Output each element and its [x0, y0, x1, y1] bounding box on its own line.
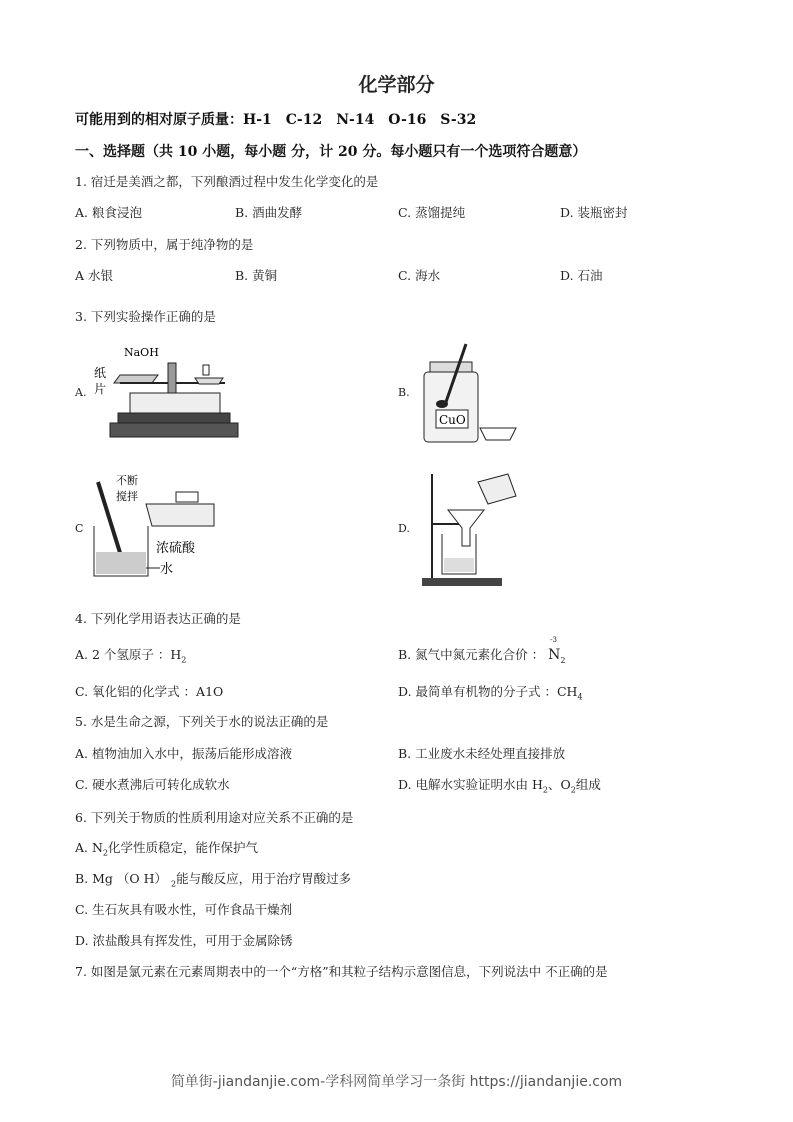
page-title: 化学部分 [358, 74, 435, 96]
q2-stem: 2. 下列物质中，属于纯净物的是 [75, 237, 254, 252]
q1-option-c: C. 蒸馏提纯 [398, 205, 466, 220]
q6-b-text: B. Mg （O H） [75, 871, 172, 886]
q6-option-c: C. 生石灰具有吸水性，可作食品干燥剂 [75, 902, 293, 917]
q1-option-d: D. 装瓶密封 [560, 205, 628, 220]
dilution-figure [90, 472, 250, 584]
stir-label-2: 搅拌 [116, 490, 138, 503]
q6-option-d: D. 浓盐酸具有挥发性，可用于金属除锈 [75, 933, 293, 948]
q4-option-a [75, 645, 186, 665]
q1-stem: 1. 宿迁是美酒之都，下列酿酒过程中发生化学变化的是 [75, 174, 379, 189]
q4-b-sub: 2 [560, 655, 566, 665]
q5-d-text: D. 电解水实验证明水由 H [398, 777, 543, 792]
footer-watermark: 简单街-jiandanjie.com-学科网简单学习一条街 https://jiandanjie.com [170, 1074, 623, 1090]
q4-b-sup: -3 [550, 636, 557, 644]
q5-d-text-3: 组成 [575, 777, 601, 792]
q5-option-d [398, 775, 601, 795]
q4-option-d [398, 682, 583, 702]
q5-option-c: C. 硬水煮沸后可转化成软水 [75, 777, 230, 792]
q5-option-a: A. 植物油加入水中，振荡后能形成溶液 [75, 746, 292, 761]
q3-option-b: B. [398, 386, 410, 399]
q4-option-b [398, 636, 566, 665]
q5-option-b: B. 工业废水未经处理直接排放 [398, 746, 566, 761]
balance-figure [90, 343, 250, 443]
q4-d-text: D. 最简单有机物的分子式 ：CH [398, 684, 578, 699]
water-label: 水 [160, 562, 174, 577]
q3-option-a: A. [75, 386, 87, 399]
q2-option-a: A 水银 [75, 268, 114, 283]
q6-option-a [75, 838, 258, 858]
q1-option-a: A. 粮食浸泡 [75, 205, 142, 220]
q4-stem: 4. 下列化学用语表达正确的是 [75, 611, 241, 626]
q6-a-sub: 2 [102, 848, 109, 858]
q5-stem: 5. 水是生命之源，下列关于水的说法正确的是 [75, 714, 329, 729]
q6-option-b [75, 869, 351, 889]
q4-d-sub: 4 [577, 692, 583, 702]
q6-a-text: A. N [75, 840, 103, 855]
q7-stem: 7. 如图是氯元素在元素周期表中的一个“方格”和其粒子结构示意图信息，下列说法中 不正确的是 [75, 964, 608, 979]
q4-b-el: N [548, 647, 561, 663]
q6-b-text-2: 能与酸反应，用于治疗胃酸过多 [176, 871, 352, 886]
q4-a-sub: 2 [181, 655, 187, 665]
q6-stem: 6. 下列关于物质的性质利用途对应关系不正确的是 [75, 810, 354, 825]
cuo-label: CuO [439, 413, 466, 427]
acid-label: 浓硫酸 [156, 541, 196, 556]
q6-b-sub: 2 [171, 879, 177, 889]
q4-option-c: C. 氧化铝的化学式 ：A1O [75, 684, 224, 699]
q3-stem: 3. 下列实验操作正确的是 [75, 309, 216, 324]
q5-d-sub: 2 [542, 785, 548, 795]
q4-a-text: A. 2 个氢原子 ：H [75, 647, 182, 662]
q6-a-text-2: 化学性质稳定，能作保护气 [108, 840, 259, 855]
q1-option-b: B. 酒曲发酵 [235, 205, 303, 220]
section-heading: 一、选择题（共 10 小题，每小题 分，计 20 分。每小题只有一个选项符合题意） [75, 144, 587, 160]
q4-b-text: B. 氮气中氮元素化合价 ： [398, 647, 545, 662]
cuo-bottle-figure [418, 340, 528, 445]
paper-label-2: 片 [94, 382, 107, 396]
q3-option-d: D. [398, 522, 410, 535]
q2-option-d: D. 石油 [560, 268, 603, 283]
atomic-masses: 可能用到的相对原子质量：H-1 C-12 N-14 O-16 S-32 [75, 112, 477, 128]
q5-d-sub-2: 2 [570, 785, 576, 795]
q2-option-b: B. 黄铜 [235, 268, 278, 283]
paper-label: 纸 [94, 366, 107, 380]
stir-label: 不断 [116, 474, 138, 487]
naoh-label: NaOH [124, 346, 159, 359]
filtration-figure [418, 468, 538, 588]
q3-option-c: C [75, 522, 84, 535]
q5-d-text-2: 、O [548, 777, 571, 792]
q2-option-c: C. 海水 [398, 268, 441, 283]
